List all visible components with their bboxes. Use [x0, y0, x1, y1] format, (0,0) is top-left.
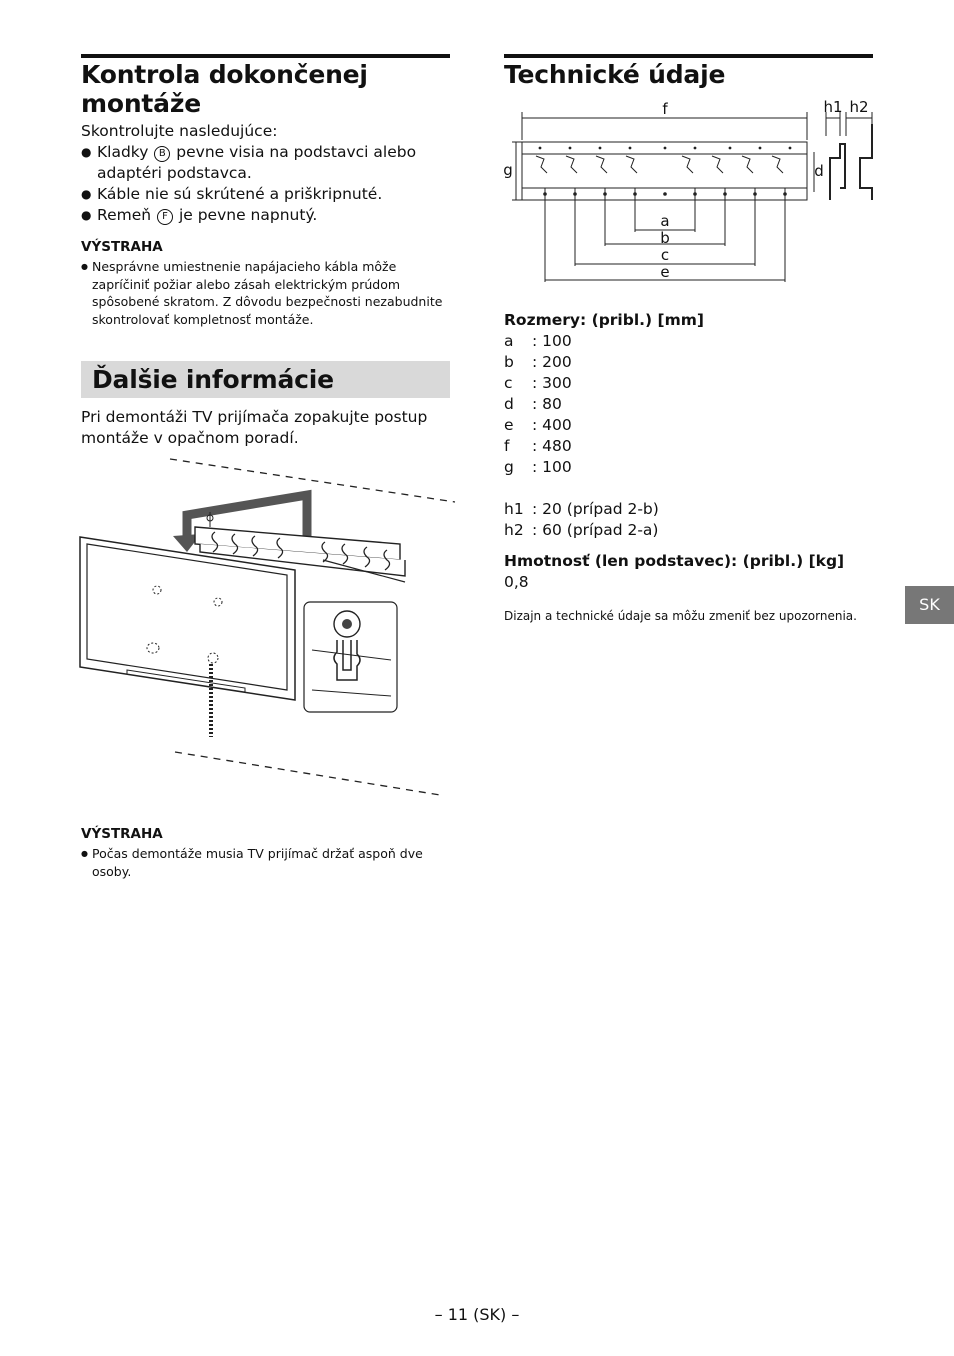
- letter-b-icon: B: [154, 146, 170, 162]
- spec-row: [504, 415, 884, 436]
- label-b: b: [660, 229, 670, 247]
- disclaimer: Dizajn a technické údaje sa môžu zmeniť bez upozornenia.: [504, 609, 857, 623]
- disassembly-text: Pri demontáži TV prijímača zopakujte postup montáže v opačnom poradí.: [81, 408, 428, 447]
- section-rule: [81, 54, 450, 58]
- label-h1: h1: [823, 98, 843, 116]
- section-title-check: [81, 60, 368, 118]
- spec-row: [504, 436, 884, 457]
- check-list-block: [81, 121, 441, 226]
- warning-list: [81, 258, 443, 328]
- spec-value: : 100: [532, 458, 572, 476]
- spec-row: [504, 499, 884, 520]
- dimensions-list: [504, 331, 884, 478]
- spec-key: e: [504, 416, 514, 434]
- bullet-text: Kladky: [97, 143, 149, 161]
- spec-value: : 200: [532, 353, 572, 371]
- spec-row: [504, 457, 884, 478]
- list-item: [81, 184, 441, 205]
- section-rule: [504, 54, 873, 58]
- spec-row: [504, 394, 884, 415]
- spec-value: : 480: [532, 437, 572, 455]
- warning-heading: VÝSTRAHA: [81, 239, 163, 255]
- weight-value: 0,8: [504, 573, 529, 591]
- spec-key: b: [504, 353, 514, 371]
- label-c: c: [660, 246, 670, 264]
- spec-value: : 300: [532, 374, 572, 392]
- spec-row: [504, 520, 884, 541]
- spec-key: h1: [504, 500, 524, 518]
- label-d: d: [814, 162, 824, 180]
- title-line-2: montáže: [81, 89, 201, 118]
- spec-value: : 20 (prípad 2-b): [532, 500, 659, 518]
- section-title-more-info: Ďalšie informácie: [92, 365, 334, 394]
- bullet-text: Káble nie sú skrútené a priškripnuté.: [97, 185, 383, 203]
- warning-text: ● Nesprávne umiestnenie napájacieho kábla môže zapríčiniť požiar alebo zásah elektrickým prúdom spôsobené skratom. Z dôvodu bezpečnosti nezabudnite skontrolovať kompletnosť montáže.: [81, 258, 443, 328]
- label-f: f: [662, 100, 668, 118]
- list-item: [81, 205, 441, 226]
- h-dimensions-list: [504, 499, 884, 541]
- spec-key: f: [504, 437, 510, 455]
- bullet-text: je pevne napnutý.: [178, 206, 318, 224]
- dimension-diagram: [500, 96, 880, 286]
- title-line-1: Kontrola dokončenej: [81, 60, 368, 89]
- label-g: g: [503, 161, 513, 179]
- label-h2: h2: [849, 98, 869, 116]
- warning-text: ● Počas demontáže musia TV prijímač držať aspoň dve osoby.: [81, 845, 443, 880]
- section-title-specs: Technické údaje: [504, 60, 726, 89]
- spec-key: a: [504, 332, 514, 350]
- spec-value: : 400: [532, 416, 572, 434]
- list-item: [81, 142, 441, 184]
- spec-value: : 100: [532, 332, 572, 350]
- spec-value: : 80: [532, 395, 562, 413]
- disassembly-illustration: [75, 452, 460, 802]
- warning-heading: VÝSTRAHA: [81, 826, 163, 842]
- label-a: a: [660, 212, 670, 230]
- spec-row: [504, 331, 884, 352]
- spec-value: : 60 (prípad 2-a): [532, 521, 659, 539]
- bullet-text: pevne visia na podstavci alebo adaptéri podstavca.: [97, 143, 417, 182]
- spec-key: d: [504, 395, 514, 413]
- language-tab: SK: [905, 586, 954, 624]
- label-e: e: [660, 263, 670, 281]
- spec-key: c: [504, 374, 513, 392]
- weight-heading: Hmotnosť (len podstavec): (pribl.) [kg]: [504, 552, 845, 570]
- check-list: [81, 142, 441, 226]
- spec-row: [504, 352, 884, 373]
- dimensions-heading: Rozmery: (pribl.) [mm]: [504, 311, 704, 329]
- check-intro: Skontrolujte nasledujúce:: [81, 122, 278, 140]
- spec-key: h2: [504, 521, 524, 539]
- warning-list: [81, 845, 443, 880]
- bullet-text: Remeň: [97, 206, 152, 224]
- dimensions-block: [504, 310, 884, 623]
- letter-f-icon: F: [157, 209, 173, 225]
- spec-row: [504, 373, 884, 394]
- spec-key: g: [504, 458, 514, 476]
- page-footer: – 11 (SK) –: [434, 1305, 520, 1324]
